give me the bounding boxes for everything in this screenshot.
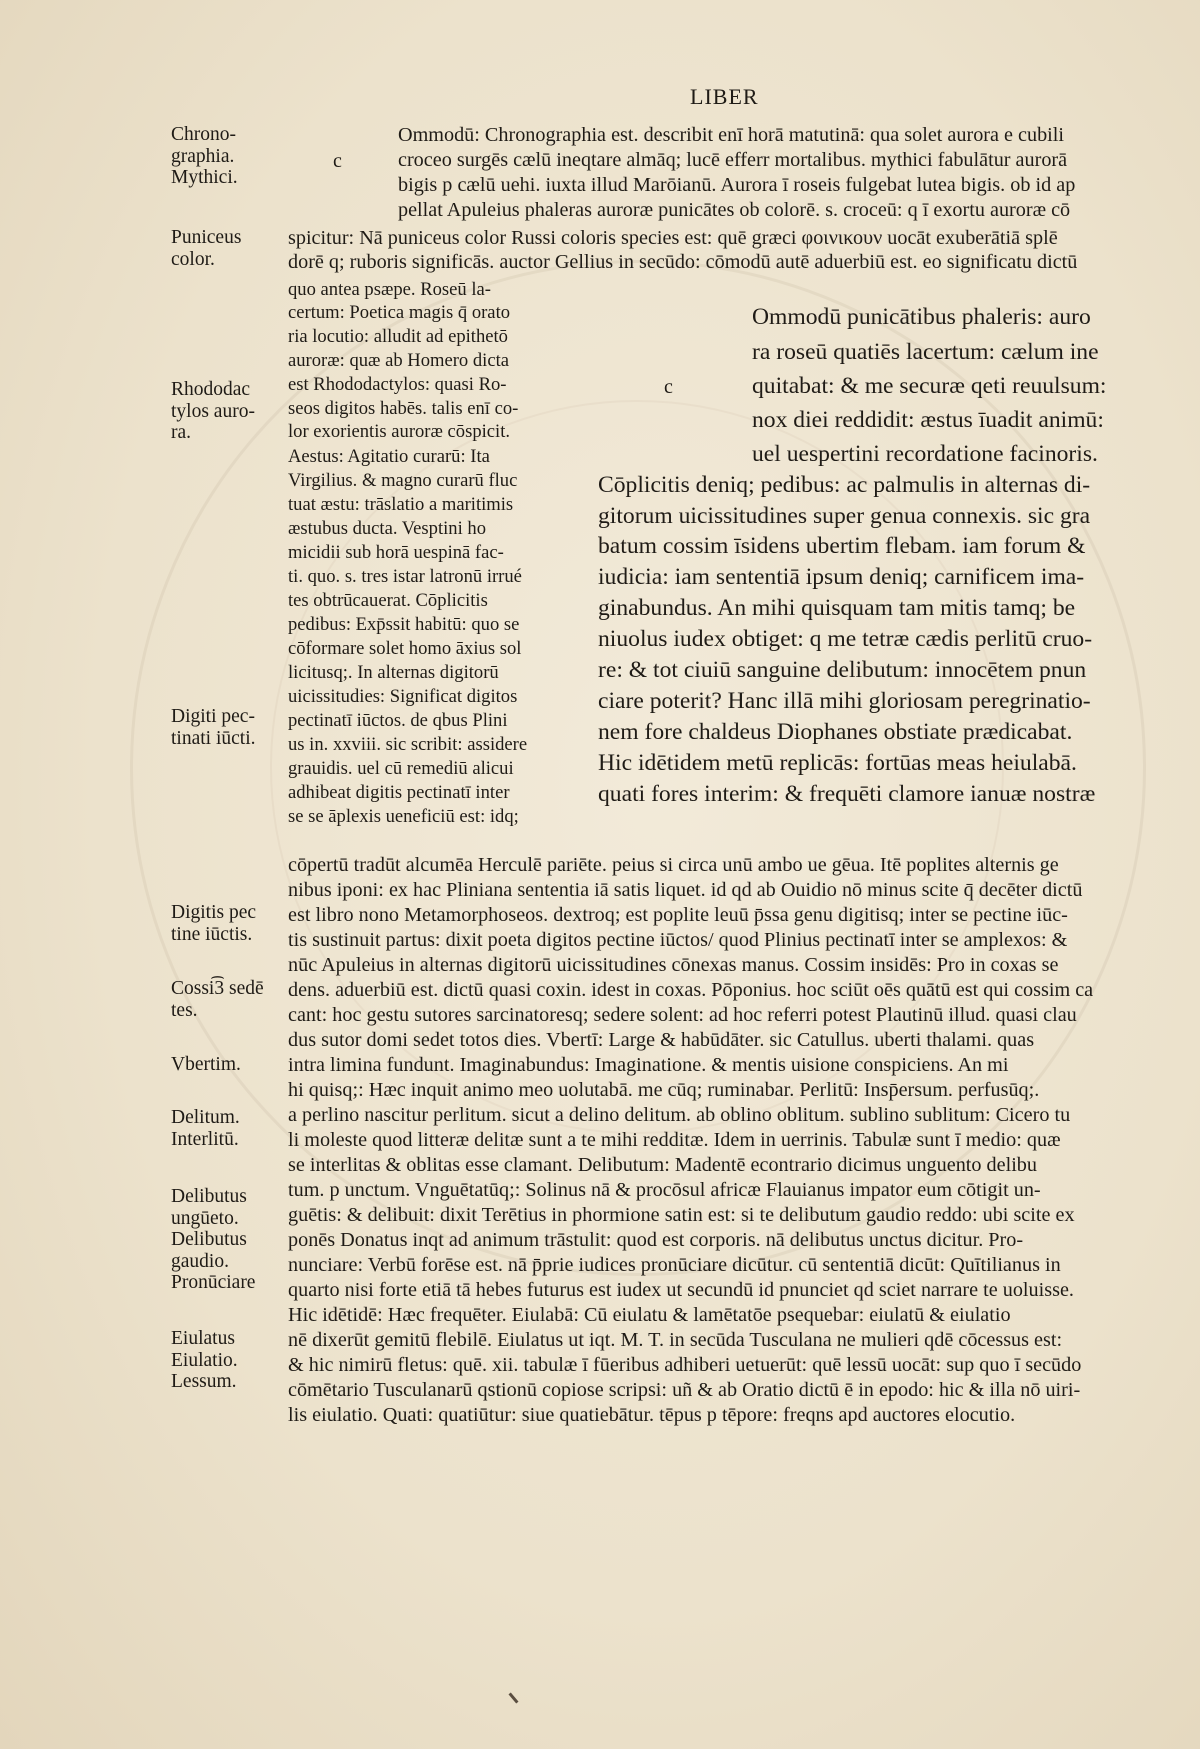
main-text-line: quati fores interim: & frequēti clamore ianuæ nostræ bbox=[598, 781, 1096, 807]
main-text-line: Hic idētidem metū replicās: fortūas meas heiulabā. bbox=[598, 750, 1077, 776]
commentary-column-line: Virgilius. & magno curarū fluc bbox=[288, 470, 518, 491]
commentary-column-line: uicissitudies: Significat digitos bbox=[288, 686, 518, 707]
commentary-column-line: se se āplexis ueneficiū est: idq; bbox=[288, 806, 519, 827]
main-text-line: iudicia: iam sententiā ipsum deniq; carnificem ima- bbox=[598, 564, 1085, 590]
main-text-line: gitorum uicissitudines super genua connexis. sic gra bbox=[598, 503, 1091, 529]
commentary-column-line: pectinatī iūctos. de qbus Plini bbox=[288, 710, 508, 731]
commentary-column-line: adhibeat digitis pectinatī inter bbox=[288, 782, 510, 803]
commentary-column-line: certum: Poetica magis q̄ orato bbox=[288, 302, 511, 323]
commentary-column-line: lor exorientis auroræ cōspicit. bbox=[288, 421, 511, 442]
commentary-bottom-line: li moleste quod litteræ delitæ sunt a te mihi redditæ. Idem in uerrinis. Tabulæ sunt ī medio: quæ bbox=[288, 1129, 1061, 1151]
commentary-top-line: spicitur: Nā puniceus color Russi coloris species est: quē græci φοινικουν uocāt exuberātiā splē bbox=[288, 227, 1058, 249]
margin-note-ubertim: Vbertim. bbox=[171, 1054, 241, 1075]
commentary-top-line: pellat Apuleius phaleras auroræ punicātes ob colorē. s. croceū: q ī exortu auroræ cō bbox=[398, 199, 1071, 221]
commentary-bottom-line: quarto nisi forte etiā tā hebes futurus est iudex ut secundū id pnunciet qd sciet narrare te uoluisse. bbox=[288, 1279, 1074, 1301]
main-text-line: Ommodū punicātibus phaleris: auro bbox=[752, 304, 1091, 330]
commentary-initial-mark: c bbox=[333, 150, 342, 172]
commentary-column-line: us in. xxviii. sic scribit: assidere bbox=[288, 734, 528, 755]
commentary-column-line: Aestus: Agitatio curarū: Ita bbox=[288, 446, 490, 467]
main-text-line: re: & tot ciuiū sanguine delibutum: innocētem pnun bbox=[598, 657, 1087, 683]
commentary-bottom-line: se interlitas & oblitas esse clamant. Delibutum: Madentē econtrario dicimus unguento delibu bbox=[288, 1154, 1037, 1176]
commentary-bottom-line: intra limina fundunt. Imaginabundus: Imaginatione. & mentis uisione conspiciens. An mi bbox=[288, 1054, 1009, 1076]
commentary-bottom-line: dens. aduerbiū est. dictū quasi coxin. idest in coxas. Pōponius. hoc sciūt oēs quātū est qui cossim ca bbox=[288, 979, 1094, 1001]
commentary-column-line: ria locutio: alludit ad epithetō bbox=[288, 326, 508, 347]
commentary-bottom-line: lis eiulatio. Quati: quatiūtur: siue quatiebātur. tēpus p tēpore: freqns apd auctores elocutio. bbox=[288, 1404, 1016, 1426]
main-text-line: quitabat: & me securæ qeti reuulsum: bbox=[752, 373, 1107, 399]
main-text-line: nem fore chaldeus Diophanes obstiate prædicabat. bbox=[598, 719, 1073, 745]
commentary-column-line: est Rhododactylos: quasi Ro- bbox=[288, 374, 507, 395]
main-text-line: niuolus iudex obtiget: q me tetræ cædis perlitū cruo- bbox=[598, 626, 1093, 652]
commentary-column-line: ti. quo. s. tres istar latronū irrué bbox=[288, 566, 522, 587]
commentary-bottom-line: a perlino nascitur perlitum. sicut a delino delitum. ab oblino oblitum. sublino sublitum: Cicero tu bbox=[288, 1104, 1071, 1126]
commentary-top-line: croceo surgēs cælū ineqtare almāq; lucē efferr mortalibus. mythici fabulātur aurorā bbox=[398, 149, 1068, 171]
commentary-column-line: æstubus ducta. Vesptini ho bbox=[288, 518, 486, 539]
commentary-column-line: tuat æstu: trāslatio a maritimis bbox=[288, 494, 514, 515]
main-text-line: Cōplicitis deniq; pedibus: ac palmulis in alternas di- bbox=[598, 472, 1091, 498]
commentary-bottom-line: nunciare: Verbū forēse est. nā p̄prie iudices pronūciare dicūtur. cū sententiā dicūt: Quītilianus in bbox=[288, 1254, 1061, 1276]
commentary-bottom-line: nūc Apuleius in alternas digitorū uicissitudines cōnexas manus. Cossim insidēs: Pro in coxas se bbox=[288, 954, 1059, 976]
commentary-column-line: grauidis. uel cū remediū alicui bbox=[288, 758, 514, 779]
commentary-column-line: cōformare solet homo āxius sol bbox=[288, 638, 522, 659]
commentary-bottom-line: nibus iponi: ex hac Pliniana sententia iā satis liquet. id qd ab Ouidio nō minus scite q̄ decēter dictū bbox=[288, 879, 1083, 901]
main-text-line: ginabundus. An mihi quisquam tam mitis tamq; be bbox=[598, 595, 1076, 621]
main-text-line: ra roseū quatiēs lacertum: cælum ine bbox=[752, 339, 1099, 365]
ink-mark bbox=[508, 1692, 518, 1703]
margin-note-delitum: Delitum. Interlitū. bbox=[171, 1107, 240, 1150]
commentary-bottom-line: ponēs Donatus inqt ad animum trāstulit: quod est corporis. nā delibutus unctus dicitur. Pro- bbox=[288, 1229, 1024, 1251]
commentary-bottom-line: est libro nono Metamorphoseos. dextroq; est poplite leuū p̄ssa genu digitisq; inter se pectine iūc- bbox=[288, 904, 1068, 926]
commentary-bottom-line: & hic nimirū fletus: quē. xii. tabulæ ī fūeribus adhiberi uetuerūt: quē lessū uocāt: sup quo ī secūdo bbox=[288, 1354, 1082, 1376]
commentary-column-line: licitusq;. In alternas digitorū bbox=[288, 662, 499, 683]
commentary-bottom-line: Hic idētidē: Hæc frequēter. Eiulabā: Cū eiulatu & lamētatōe psequebar: eiulatū & eiulatio bbox=[288, 1304, 1011, 1326]
commentary-top-line: bigis p cælū uehi. iuxta illud Marōianū. Aurora ī roseis fulgebat lutea bigis. ob id ap bbox=[398, 174, 1076, 196]
commentary-column-line: micidii sub horā uespinā fac- bbox=[288, 542, 504, 563]
margin-note-chronographia: Chrono- graphia. Mythici. bbox=[171, 124, 238, 189]
commentary-bottom-line: guētis: & delibuit: dixit Terētius in phormione satin est: si te delibutum gaudio reddo: ubi scite ex bbox=[288, 1204, 1075, 1226]
margin-note-digiti-pectinati: Digiti pec- tinati iūcti. bbox=[171, 706, 256, 749]
commentary-column-line: pedibus: Exp̄ssit habitū: quo se bbox=[288, 614, 520, 635]
commentary-bottom-line: dus sutor domi sedet totos dies. Vbertī: Large & habūdāter. sic Catullus. uberti thalami. quas bbox=[288, 1029, 1035, 1051]
margin-note-digitis-pectine: Digitis pec tine iūctis. bbox=[171, 902, 257, 945]
running-title: LIBER bbox=[690, 84, 759, 109]
commentary-column-line: quo antea psæpe. Roseū la- bbox=[288, 279, 491, 300]
commentary-bottom-line: tis sustinuit partus: dixit poeta digitos pectine iūctos/ quod Plinius pectinatī inter se amplexos: & bbox=[288, 929, 1068, 951]
commentary-bottom-line: nē dixerūt gemitū flebilē. Eiulatus ut iqt. M. T. in secūda Tusculana ne mulieri qdē cōcessus est: bbox=[288, 1329, 1063, 1351]
commentary-bottom-line: tum. p unctum. Vnguētatūq;: Solinus nā & procōsul africæ Flauianus impator eum cōtigit un- bbox=[288, 1179, 1041, 1201]
main-text-line: nox diei reddidit: æstus īuadit animū: bbox=[752, 407, 1104, 433]
commentary-top-line: dorē q; ruboris significās. auctor Gellius in secūdo: cōmodū autē aduerbiū est. eo significatu dictū bbox=[288, 251, 1078, 273]
commentary-bottom-line: cōpertū tradūt alcumēa Herculē pariēte. peius si circa unū ambo ue gēua. Itē poplites alternis ge bbox=[288, 854, 1059, 876]
commentary-column-line: auroræ: quæ ab Homero dicta bbox=[288, 350, 510, 371]
text-initial-mark: c bbox=[664, 376, 673, 398]
margin-note-delibutus: Delibutus ungūeto. Delibutus gaudio. Pronūciare bbox=[171, 1186, 256, 1294]
commentary-top-line: Ommodū: Chronographia est. describit enī horā matutinā: qua solet aurora e cubili bbox=[398, 124, 1065, 146]
main-text-line: uel uespertini recordatione facinoris. bbox=[752, 441, 1098, 467]
commentary-bottom-line: cōmētario Tusculanarū qstionū copiose scripsi: uñ & ab Oratio dictū ē in epodo: hic & illa nō uiri- bbox=[288, 1379, 1081, 1401]
commentary-column-line: seos digitos habēs. talis enī co- bbox=[288, 398, 519, 419]
margin-note-rhododactylos: Rhododac tylos auro- ra. bbox=[171, 379, 255, 444]
main-text-line: ciare poterit? Hanc illā mihi gloriosam peregrinatio- bbox=[598, 688, 1091, 714]
margin-note-cossim: Cossi͡3 sedē tes. bbox=[171, 978, 264, 1021]
commentary-bottom-line: hi quisq;: Hæc inquit animo meo uolutabā. me cūq; ruminabar. Perlitū: Insp̄ersum. perfusūq;. bbox=[288, 1079, 1040, 1101]
commentary-bottom-line: cant: hoc gestu sutores sarcinatoresq; sedere solent: ad hoc referri potest Plautinū illud. quasi clau bbox=[288, 1004, 1077, 1026]
commentary-column-line: tes obtrūcauerat. Cōplicitis bbox=[288, 590, 488, 611]
main-text-line: batum cossim īsidens ubertim flebam. iam forum & bbox=[598, 533, 1086, 559]
margin-note-eiulatus: Eiulatus Eiulatio. Lessum. bbox=[171, 1328, 238, 1393]
margin-note-puniceus: Puniceus color. bbox=[171, 227, 242, 270]
